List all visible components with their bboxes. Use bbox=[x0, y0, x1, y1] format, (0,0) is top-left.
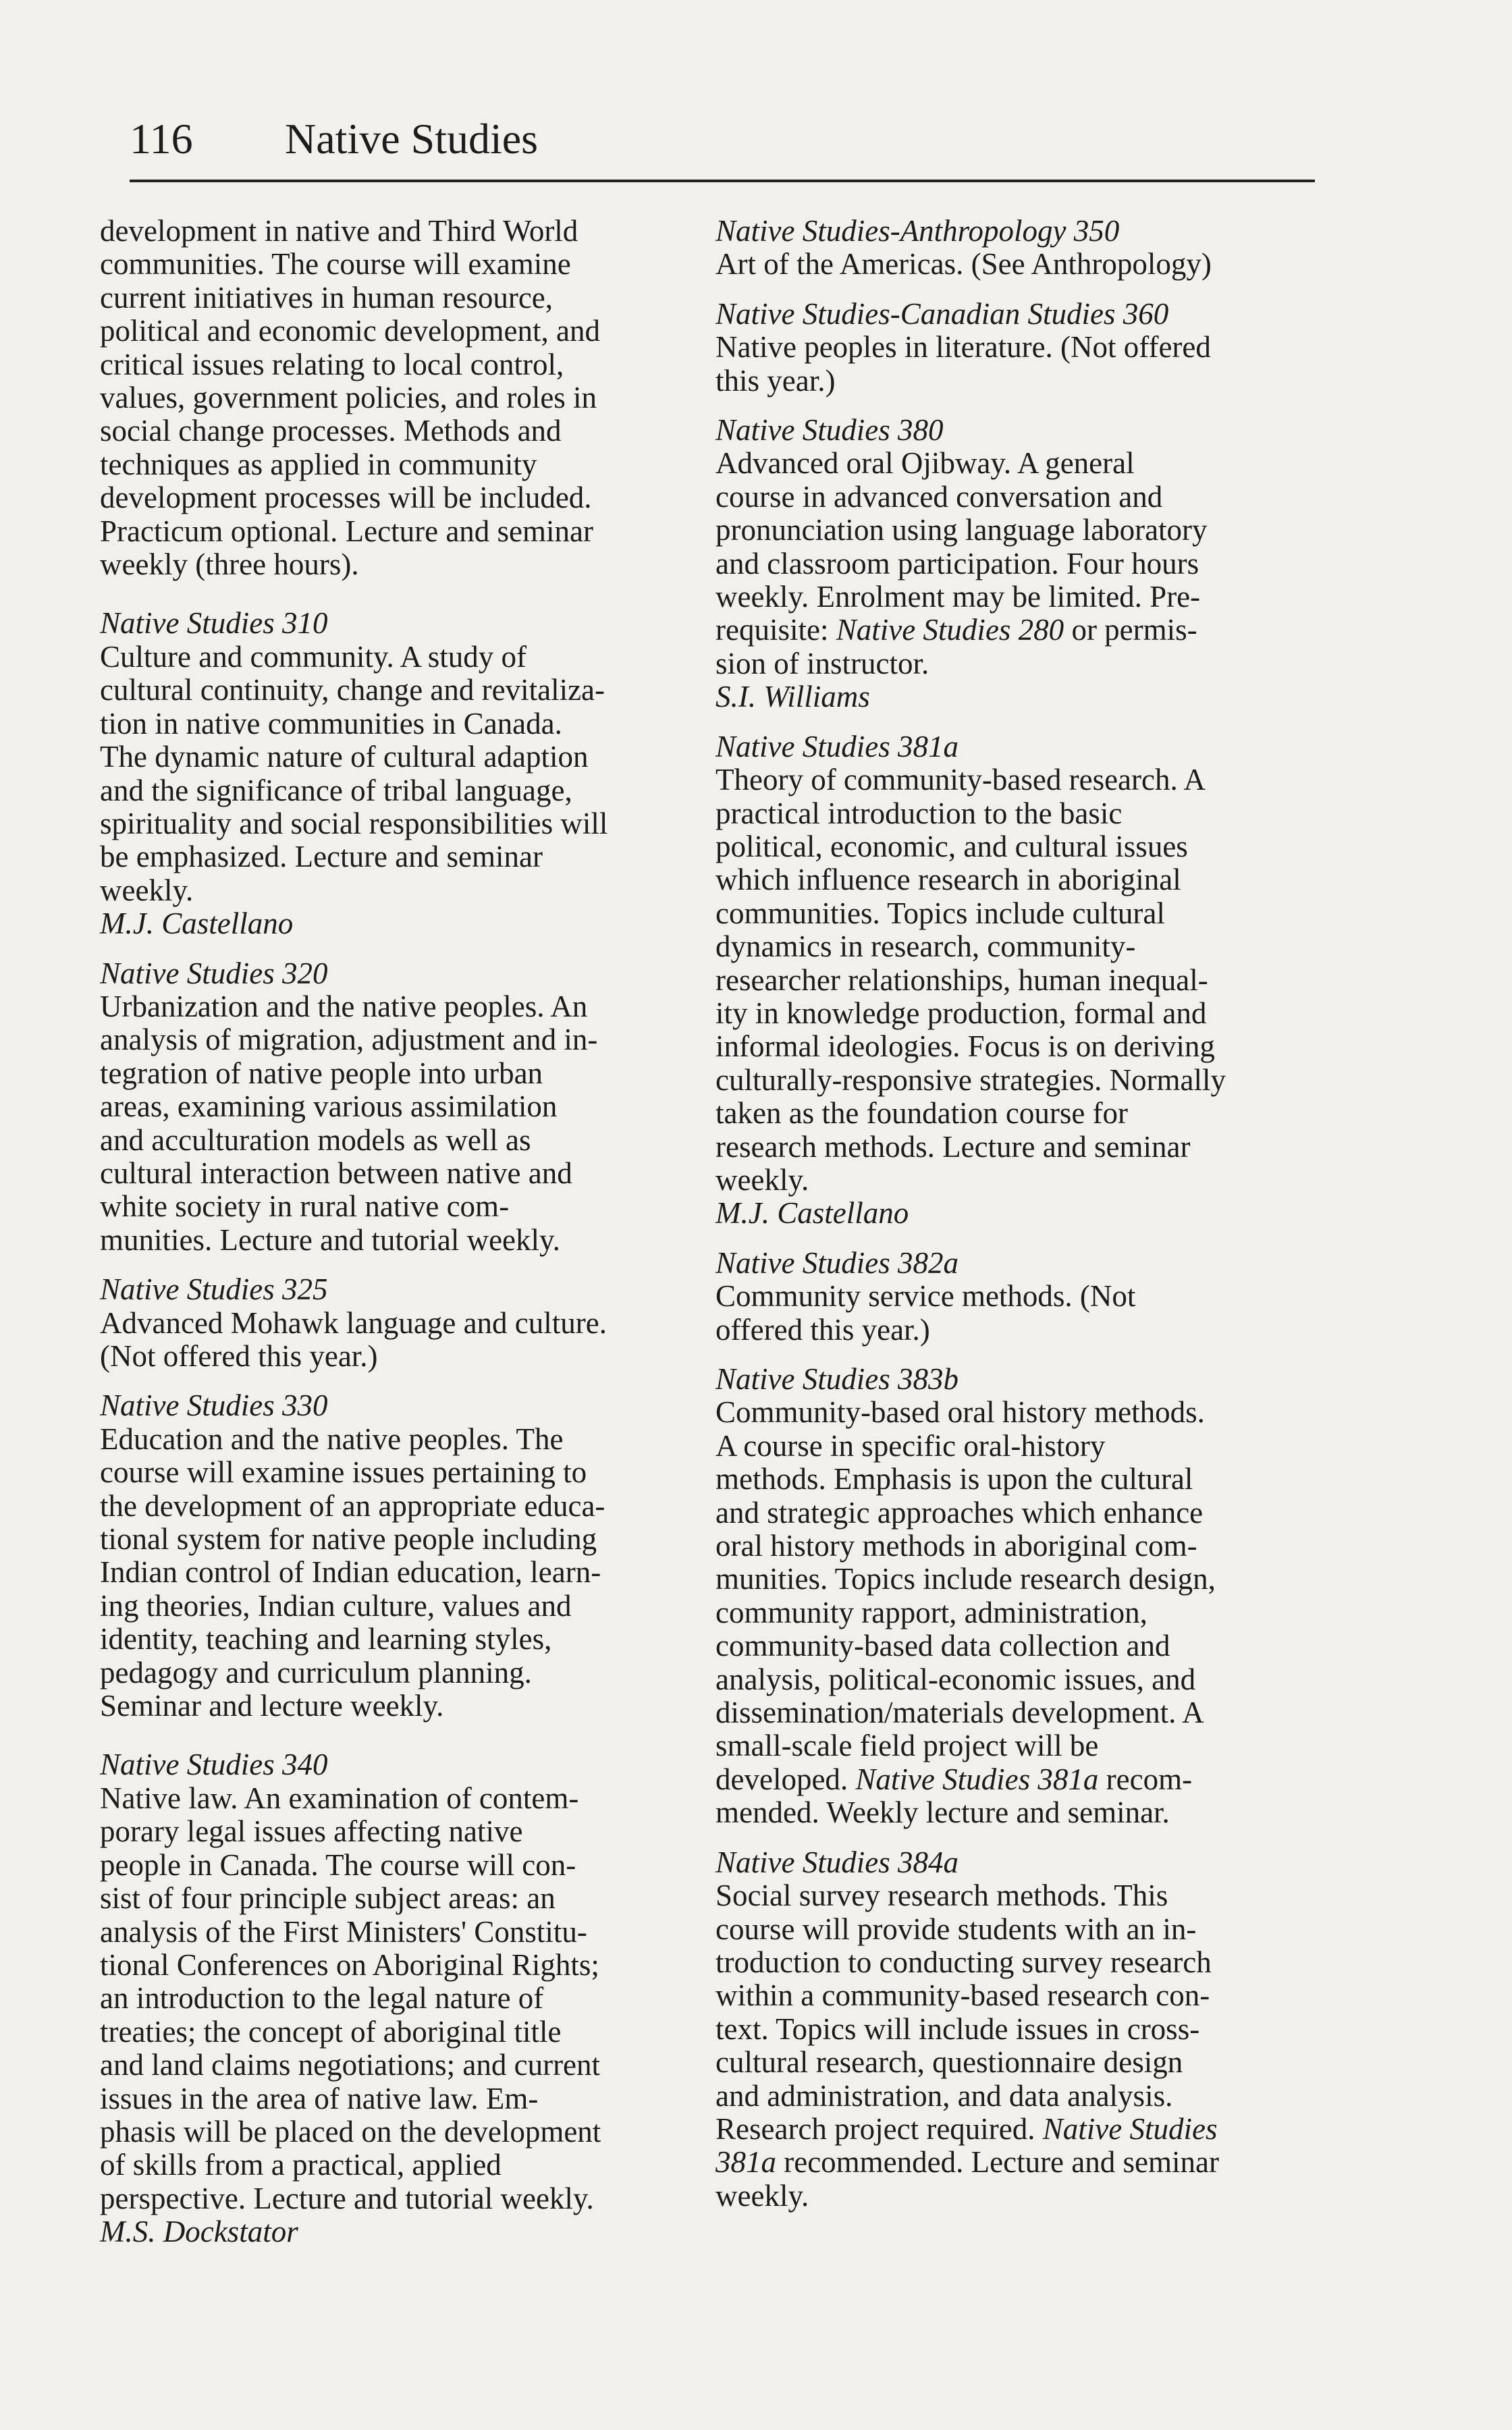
course-text-line bbox=[716, 2113, 1316, 2146]
course-entry bbox=[716, 1363, 1316, 1830]
course-text-line: and the significance of tribal language, bbox=[100, 773, 572, 807]
course-text-line: pronunciation using language laboratory bbox=[716, 513, 1208, 547]
course-text-line: tion in native communities in Canada. bbox=[100, 706, 562, 740]
course-text-line: weekly. bbox=[716, 2178, 809, 2213]
course-text-line: course will provide students with an in- bbox=[716, 1912, 1197, 1946]
left-column bbox=[100, 215, 694, 2265]
course-text-line: oral history methods in aboriginal com- bbox=[716, 1529, 1197, 1563]
course-text-line: porary legal issues affecting native bbox=[100, 1814, 523, 1849]
course-text-line: methods. Emphasis is upon the cultural bbox=[716, 1462, 1193, 1496]
course-text-line: values, government policies, and roles in bbox=[100, 381, 597, 415]
text-segment: Research project required. bbox=[716, 2111, 1043, 2146]
course-text-line: small-scale field project will be bbox=[716, 1729, 1099, 1763]
course-text-line: munities. Lecture and tutorial weekly. bbox=[100, 1222, 560, 1257]
course-text-line: phasis will be placed on the development bbox=[100, 2114, 601, 2149]
course-text-line: cultural continuity, change and revitaliza- bbox=[100, 673, 605, 707]
course-text-line: tional system for native people including bbox=[100, 1522, 597, 1557]
course-text-line: and administration, and data analysis. bbox=[716, 2078, 1173, 2113]
course-entry bbox=[716, 1846, 1316, 2213]
text-segment: recommended. Lecture and seminar bbox=[776, 2145, 1219, 2180]
course-entry bbox=[100, 1389, 694, 1723]
course-reference: Native Studies 280 bbox=[836, 613, 1064, 647]
course-text-line: social change processes. Methods and bbox=[100, 414, 562, 448]
course-title: Native Studies 325 bbox=[100, 1272, 328, 1307]
course-entry bbox=[716, 730, 1316, 1231]
course-text-line: political, economic, and cultural issues bbox=[716, 829, 1188, 863]
course-text-line: ing theories, Indian culture, values and bbox=[100, 1588, 572, 1623]
page-title: Native Studies bbox=[285, 115, 539, 163]
course-text-line: Community service methods. (Not bbox=[716, 1279, 1136, 1314]
text-segment: recom- bbox=[1098, 1762, 1193, 1796]
course-text-line: communities. Topics include cultural bbox=[716, 896, 1165, 930]
right-column bbox=[716, 215, 1316, 2229]
course-text-line: tegration of native people into urban bbox=[100, 1056, 543, 1090]
course-title: Native Studies 330 bbox=[100, 1388, 328, 1423]
course-text-line: Social survey research methods. This bbox=[716, 1879, 1168, 1913]
course-text-line: analysis, political-economic issues, and bbox=[716, 1662, 1196, 1696]
course-text-line: practical introduction to the basic bbox=[716, 796, 1123, 830]
course-reference: Native Studies 381a bbox=[855, 1762, 1099, 1796]
course-entry bbox=[100, 1748, 694, 2248]
course-text-line: development in native and Third World bbox=[100, 214, 578, 248]
course-text-line: Advanced Mohawk language and culture. bbox=[100, 1305, 607, 1340]
course-text-line: treaties; the concept of aboriginal title bbox=[100, 2014, 562, 2049]
course-text-line: Theory of community-based research. A bbox=[716, 763, 1206, 797]
course-text-line: ity in knowledge production, formal and bbox=[716, 996, 1207, 1030]
course-text-line: areas, examining various assimilation bbox=[100, 1089, 558, 1124]
course-text-line: sist of four principle subject areas: an bbox=[100, 1881, 556, 1916]
course-text-line: A course in specific oral-history bbox=[716, 1428, 1106, 1463]
course-text-line: Native peoples in literature. (Not offered bbox=[716, 330, 1211, 364]
course-text-line: within a community-based research con- bbox=[716, 1978, 1210, 2013]
course-text-line: text. Topics will include issues in cross- bbox=[716, 2012, 1200, 2046]
course-text-line: offered this year.) bbox=[716, 1312, 930, 1347]
course-text-line: tional Conferences on Aboriginal Rights; bbox=[100, 1947, 599, 1982]
course-text-line: mended. Weekly lecture and seminar. bbox=[716, 1796, 1170, 1830]
course-text-line: white society in rural native com- bbox=[100, 1189, 510, 1224]
course-title: Native Studies 340 bbox=[100, 1748, 328, 1782]
course-text-line: troduction to conducting survey research bbox=[716, 1945, 1212, 1979]
course-instructor: S.I. Williams bbox=[716, 680, 870, 714]
course-text-line: weekly (three hours). bbox=[100, 547, 359, 582]
course-text-line: Seminar and lecture weekly. bbox=[100, 1689, 444, 1723]
course-text-line: analysis of migration, adjustment and in- bbox=[100, 1023, 598, 1057]
course-title: Native Studies-Anthropology 350 bbox=[716, 214, 1120, 248]
course-text-line: dissemination/materials development. A bbox=[716, 1696, 1204, 1730]
page-number: 116 bbox=[130, 115, 193, 163]
course-text-line: spirituality and social responsibilities will bbox=[100, 806, 608, 840]
course-text-line: Culture and community. A study of bbox=[100, 639, 527, 674]
course-entry bbox=[716, 1247, 1316, 1347]
course-text-line: identity, teaching and learning styles, bbox=[100, 1622, 552, 1656]
course-text-line: political and economic development, and bbox=[100, 314, 601, 348]
course-title: Native Studies 320 bbox=[100, 956, 328, 990]
course-text-line: and strategic approaches which enhance bbox=[716, 1495, 1204, 1530]
course-text-line: munities. Topics include research design, bbox=[716, 1562, 1216, 1596]
course-instructor: M.J. Castellano bbox=[716, 1196, 909, 1231]
course-text-line: Education and the native peoples. The bbox=[100, 1422, 564, 1456]
course-text-line: Art of the Americas. (See Anthropology) bbox=[716, 247, 1212, 281]
course-text-line: development processes will be included. bbox=[100, 481, 592, 515]
course-text-line: current initiatives in human resource, bbox=[100, 280, 554, 315]
course-text-line: community-based data collection and bbox=[716, 1629, 1170, 1663]
course-text-line bbox=[716, 614, 1316, 647]
text-segment: requisite: bbox=[716, 613, 836, 647]
course-title: Native Studies-Canadian Studies 360 bbox=[716, 296, 1169, 331]
course-text-line: weekly. bbox=[100, 873, 194, 907]
course-text-line: taken as the foundation course for bbox=[716, 1096, 1129, 1131]
course-title: Native Studies 382a bbox=[716, 1245, 959, 1280]
course-title: Native Studies 384a bbox=[716, 1845, 959, 1879]
course-text-line: an introduction to the legal nature of bbox=[100, 1981, 544, 2016]
course-text-line: informal ideologies. Focus is on deriving bbox=[716, 1029, 1215, 1064]
course-text-line: researcher relationships, human inequal- bbox=[716, 963, 1208, 997]
course-text-line: Native law. An examination of contem- bbox=[100, 1781, 579, 1815]
text-segment: developed. bbox=[716, 1762, 856, 1796]
course-entry bbox=[100, 607, 694, 940]
course-entry bbox=[100, 957, 694, 1258]
course-text-line: course in advanced conversation and bbox=[716, 479, 1163, 514]
course-text-line: which influence research in aboriginal bbox=[716, 863, 1181, 897]
course-title: Native Studies 310 bbox=[100, 606, 328, 641]
course-text-line: this year.) bbox=[716, 363, 836, 398]
course-reference: 381a bbox=[716, 2145, 776, 2180]
header-rule bbox=[130, 180, 1315, 182]
course-text-line: of skills from a practical, applied bbox=[100, 2148, 502, 2182]
course-text-line: people in Canada. The course will con- bbox=[100, 1847, 576, 1882]
course-text-line: dynamics in research, community- bbox=[716, 929, 1136, 964]
course-title: Native Studies 380 bbox=[716, 413, 944, 448]
course-text-line: weekly. bbox=[716, 1162, 809, 1197]
course-text-line: culturally-responsive strategies. Normally bbox=[716, 1062, 1226, 1097]
course-text-line: and acculturation models as well as bbox=[100, 1123, 531, 1157]
course-reference: Native Studies bbox=[1042, 2111, 1218, 2146]
course-text-line: community rapport, administration, bbox=[716, 1595, 1148, 1629]
course-entry bbox=[716, 215, 1316, 281]
course-text-line: sion of instructor. bbox=[716, 646, 929, 680]
course-text-line: perspective. Lecture and tutorial weekly. bbox=[100, 2181, 594, 2215]
course-text-line: techniques as applied in community bbox=[100, 447, 537, 481]
course-text-line: Community-based oral history methods. bbox=[716, 1395, 1205, 1430]
course-entry bbox=[100, 1273, 694, 1373]
course-entry bbox=[716, 298, 1316, 398]
page-header bbox=[130, 113, 1315, 165]
course-text-line: the development of an appropriate educa- bbox=[100, 1488, 605, 1523]
course-text-line: critical issues relating to local control, bbox=[100, 347, 564, 381]
course-text-line: The dynamic nature of cultural adaption bbox=[100, 740, 589, 774]
course-text-line: course will examine issues pertaining to bbox=[100, 1455, 587, 1490]
course-text-line: Practicum optional. Lecture and seminar bbox=[100, 514, 593, 548]
course-text-line: issues in the area of native law. Em- bbox=[100, 2081, 539, 2115]
course-instructor: M.S. Dockstator bbox=[100, 2215, 298, 2249]
text-segment: or permis- bbox=[1064, 613, 1197, 647]
course-text-line: communities. The course will examine bbox=[100, 247, 571, 281]
course-title: Native Studies 381a bbox=[716, 729, 959, 763]
course-title: Native Studies 383b bbox=[716, 1362, 959, 1396]
course-text-line: cultural interaction between native and bbox=[100, 1156, 572, 1190]
course-text-line: and classroom participation. Four hours bbox=[716, 546, 1199, 580]
course-instructor: M.J. Castellano bbox=[100, 907, 294, 941]
course-text-line: Indian control of Indian education, learn- bbox=[100, 1555, 601, 1590]
course-text-line: research methods. Lecture and seminar bbox=[716, 1129, 1191, 1164]
course-text-line: Advanced oral Ojibway. A general bbox=[716, 446, 1135, 481]
course-text-line: (Not offered this year.) bbox=[100, 1339, 378, 1373]
course-text-line: pedagogy and curriculum planning. bbox=[100, 1655, 532, 1690]
course-entry bbox=[100, 215, 694, 581]
course-text-line: weekly. Enrolment may be limited. Pre- bbox=[716, 580, 1201, 614]
course-text-line: and land claims negotiations; and current bbox=[100, 2048, 601, 2082]
course-text-line: be emphasized. Lecture and seminar bbox=[100, 840, 543, 874]
course-text-line: analysis of the First Ministers' Constitu- bbox=[100, 1914, 587, 1949]
course-text-line: cultural research, questionnaire design bbox=[716, 2045, 1183, 2080]
course-text-line bbox=[716, 2146, 1316, 2179]
course-text-line: Urbanization and the native peoples. An bbox=[100, 989, 588, 1023]
course-entry bbox=[716, 414, 1316, 714]
course-text-line bbox=[716, 1763, 1316, 1796]
